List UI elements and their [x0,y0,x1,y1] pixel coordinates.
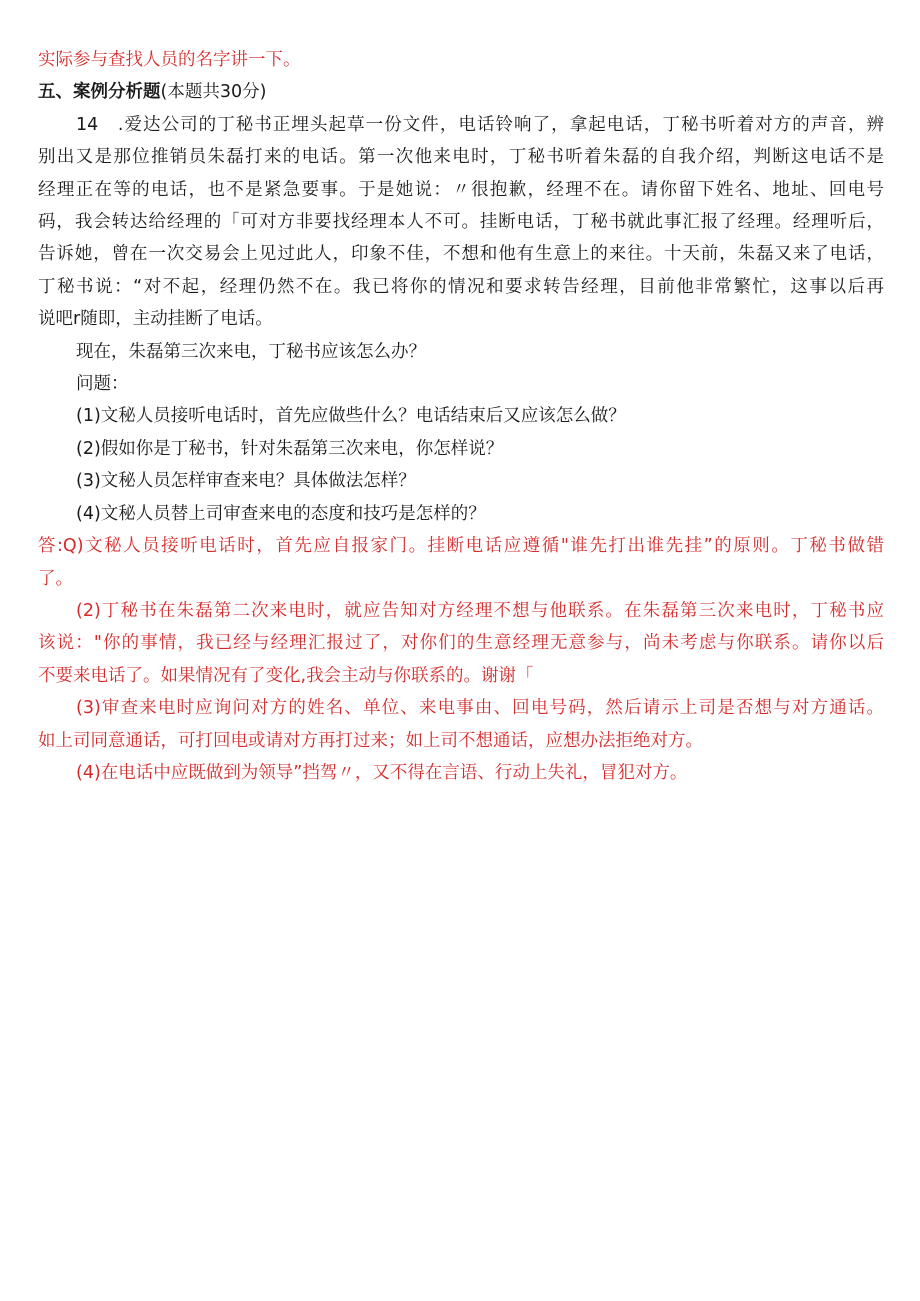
question-item: (3)文秘人员怎样审查来电？具体做法怎样？ [76,471,416,492]
case-paragraph [38,109,884,336]
case-line: 别出又是那位推销员朱磊打来的电话。第一次他来电时，丁秘书听着朱磊的自我介绍，判断这电话不是 [38,147,884,168]
case-line: 经理正在等的电话，也不是紧急要事。于是她说：〃很抱歉，经理不在。请你留下姓名、地址、回电号 [38,179,884,200]
answer-line: (4)在电话中应既做到为领导”挡驾〃，又不得在言语、行动上失礼，冒犯对方。 [76,762,688,783]
answer-1 [38,530,884,595]
case-line: 说吧r随即，主动挂断了电话。 [38,309,273,330]
case-line: 告诉她，曾在一次交易会上见过此人，印象不佳，不想和他有生意上的来往。十天前，朱磊又来了电话， [38,244,884,265]
section-score: (本题共30分) [160,82,267,103]
question-lead: 现在，朱磊第三次来电，丁秘书应该怎么办？ [76,341,426,362]
questions-list [38,400,884,530]
question-item: (1)文秘人员接听电话时，首先应做些什么？电话结束后又应该怎么做？ [76,406,626,427]
section-heading [38,76,884,108]
question-item: (2)假如你是丁秘书，针对朱磊第三次来电，你怎样说？ [76,438,504,459]
answer-line: 如上司同意通话，可打回电或请对方再打过来；如上司不想通话，应想办法拒绝对方。 [38,730,703,751]
intro-tail-text: 实际参与查找人员的名字讲一下。 [38,50,301,70]
case-line: 码，我会转达给经理的「可对方非要找经理本人不可。挂断电话，丁秘书就此事汇报了经理。经理听后， [38,212,884,233]
case-line: 14 .爱达公司的丁秘书正埋头起草一份文件，电话铃响了，拿起电话，丁秘书听着对方的声音，辨 [76,114,884,135]
answer-line: 不要来电话了。如果情况有了变化,我会主动与你联系的。谢谢「 [38,665,534,686]
answer-3 [38,692,884,757]
answer-line: 了。 [38,568,73,589]
questions-label: 问题： [76,374,129,395]
section-title: 五、案例分析题 [38,82,161,103]
answer-line: 该说："你的事情，我已经与经理汇报过了，对你们的生意经理无意参与，尚未考虑与你联系。请你以后 [38,633,884,654]
answer-line: (3)审查来电时应询问对方的姓名、单位、来电事由、回电号码，然后请示上司是否想与对方通话。 [76,698,884,719]
answer-line: 答:Q)文秘人员接听电话时，首先应自报家门。挂断电话应遵循"谁先打出谁先挂”的原则。丁秘书做错 [38,536,884,557]
question-item: (4)文秘人员替上司审查来电的态度和技巧是怎样的？ [76,503,486,524]
case-line: 丁秘书说：“对不起，经理仍然不在。我已将你的情况和要求转告经理，目前他非常繁忙，这事以后再 [38,276,884,297]
answer-2 [38,595,884,692]
answer-4 [38,757,884,789]
document-page [38,44,884,789]
answer-line: (2)丁秘书在朱磊第二次来电时，就应告知对方经理不想与他联系。在朱磊第三次来电时，丁秘书应 [76,600,884,621]
